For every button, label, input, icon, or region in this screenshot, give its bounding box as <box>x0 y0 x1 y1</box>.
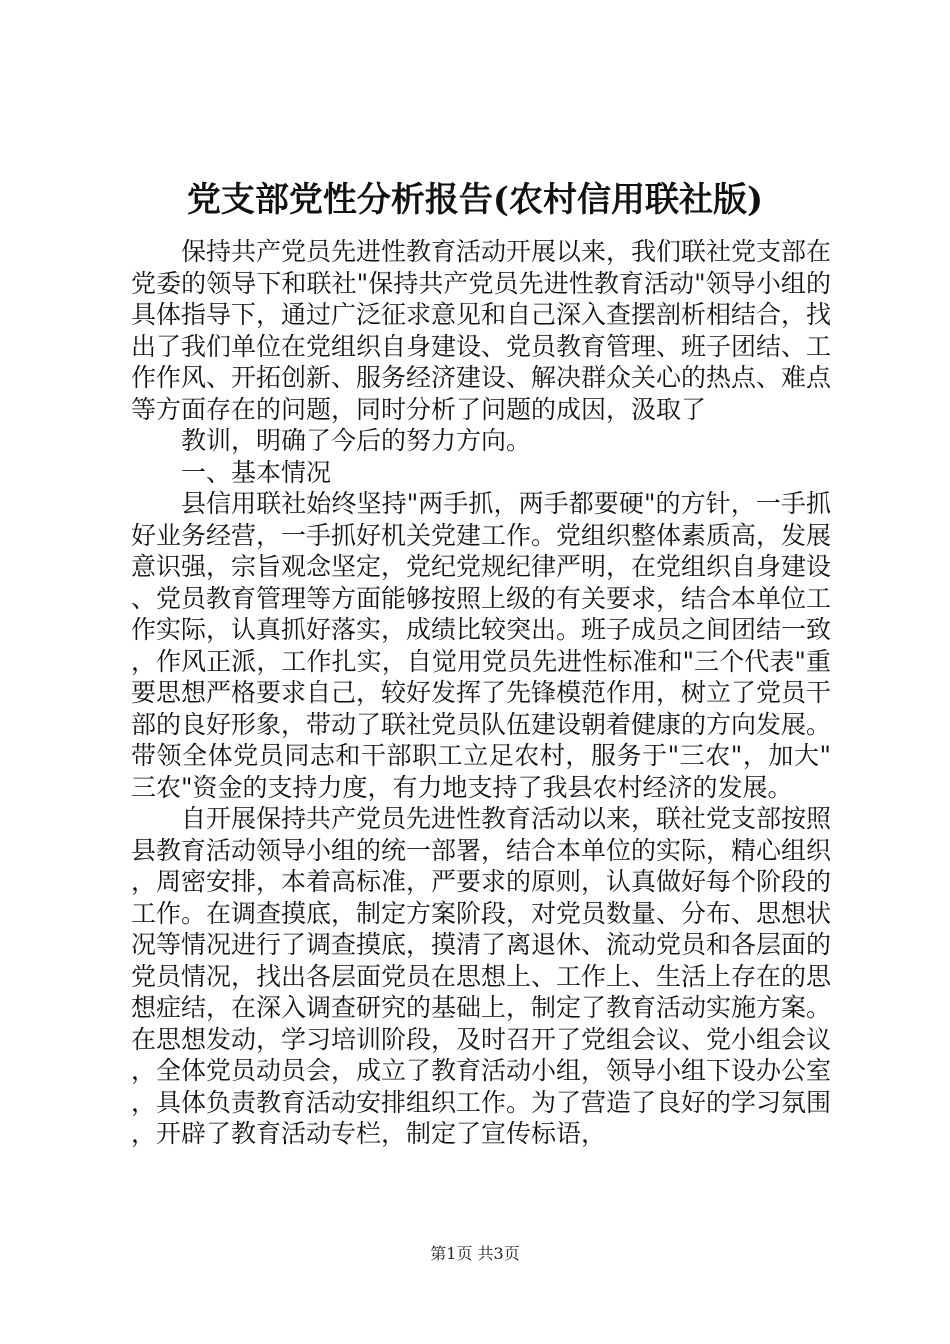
document-body <box>131 236 831 1150</box>
paragraph-intro-continued: 教训，明确了今后的努力方向。 <box>181 426 532 455</box>
paragraph-intro: 保持共产党员先进性教育活动开展以来，我们联社党支部在党委的领导下和联社"保持共产党员先进性教育活动"领导小组的具体指导下，通过广泛征求意见和自己深入查摆剖析相结合，找出了我们单位在党组织自身建设、党员教育管理、班子团结、工作作风、开拓创新、服务经济建设、解决群众关心的热点、难点等方面存在的问题，同时分析了问题的成因，汲取了 <box>131 237 832 424</box>
paragraph-education-activity: 自开展保持共产党员先进性教育活动以来，联社党支部按照县教育活动领导小组的统一部署，结合本单位的实际，精心组织，周密安排，本着高标准，严要求的原则，认真做好每个阶段的工作。在调查摸底，制定方案阶段，对党员数量、分布、思想状况等情况进行了调查摸底，摸清了离退休、流动党员和各层面的党员情况，找出各层面党员在思想上、工作上、生活上存在的思想症结，在深入调查研究的基础上，制定了教育活动实施方案。在思想发动，学习培训阶段，及时召开了党组会议、党小组会议，全体党员动员会，成立了教育活动小组，领导小组下设办公室，具体负责教育活动安排组织工作。为了营造了良好的学习氛围，开辟了教育活动专栏，制定了宣传标语， <box>131 804 832 1148</box>
section-heading-basic-situation: 一、基本情况 <box>181 457 332 487</box>
paragraph-basic-situation: 县信用联社始终坚持"两手抓，两手都要硬"的方针，一手抓好业务经营，一手抓好机关党建工作。党组织整体素质高，发展意识强，宗旨观念坚定，党纪党规纪律严明，在党组织自身建设、党员教育管理等方面能够按照上级的有关要求，结合本单位工作实际，认真抓好落实，成绩比较突出。班子成员之间团结一致，作风正派，工作扎实，自觉用党员先进性标准和"三个代表"重要思想严格要求自己，较好发挥了先锋模范作用，树立了党员干部的良好形象，带动了联社党员队伍建设朝着健康的方向发展。带领全体党员同志和干部职工立足农村，服务于"三农"，加大"三农"资金的支持力度，有力地支持了我县农村经济的发展。 <box>131 489 832 802</box>
page-footer: 第1页 共3页 <box>430 1244 520 1263</box>
document-title: 党支部党性分析报告(农村信用联社版) <box>186 180 764 220</box>
